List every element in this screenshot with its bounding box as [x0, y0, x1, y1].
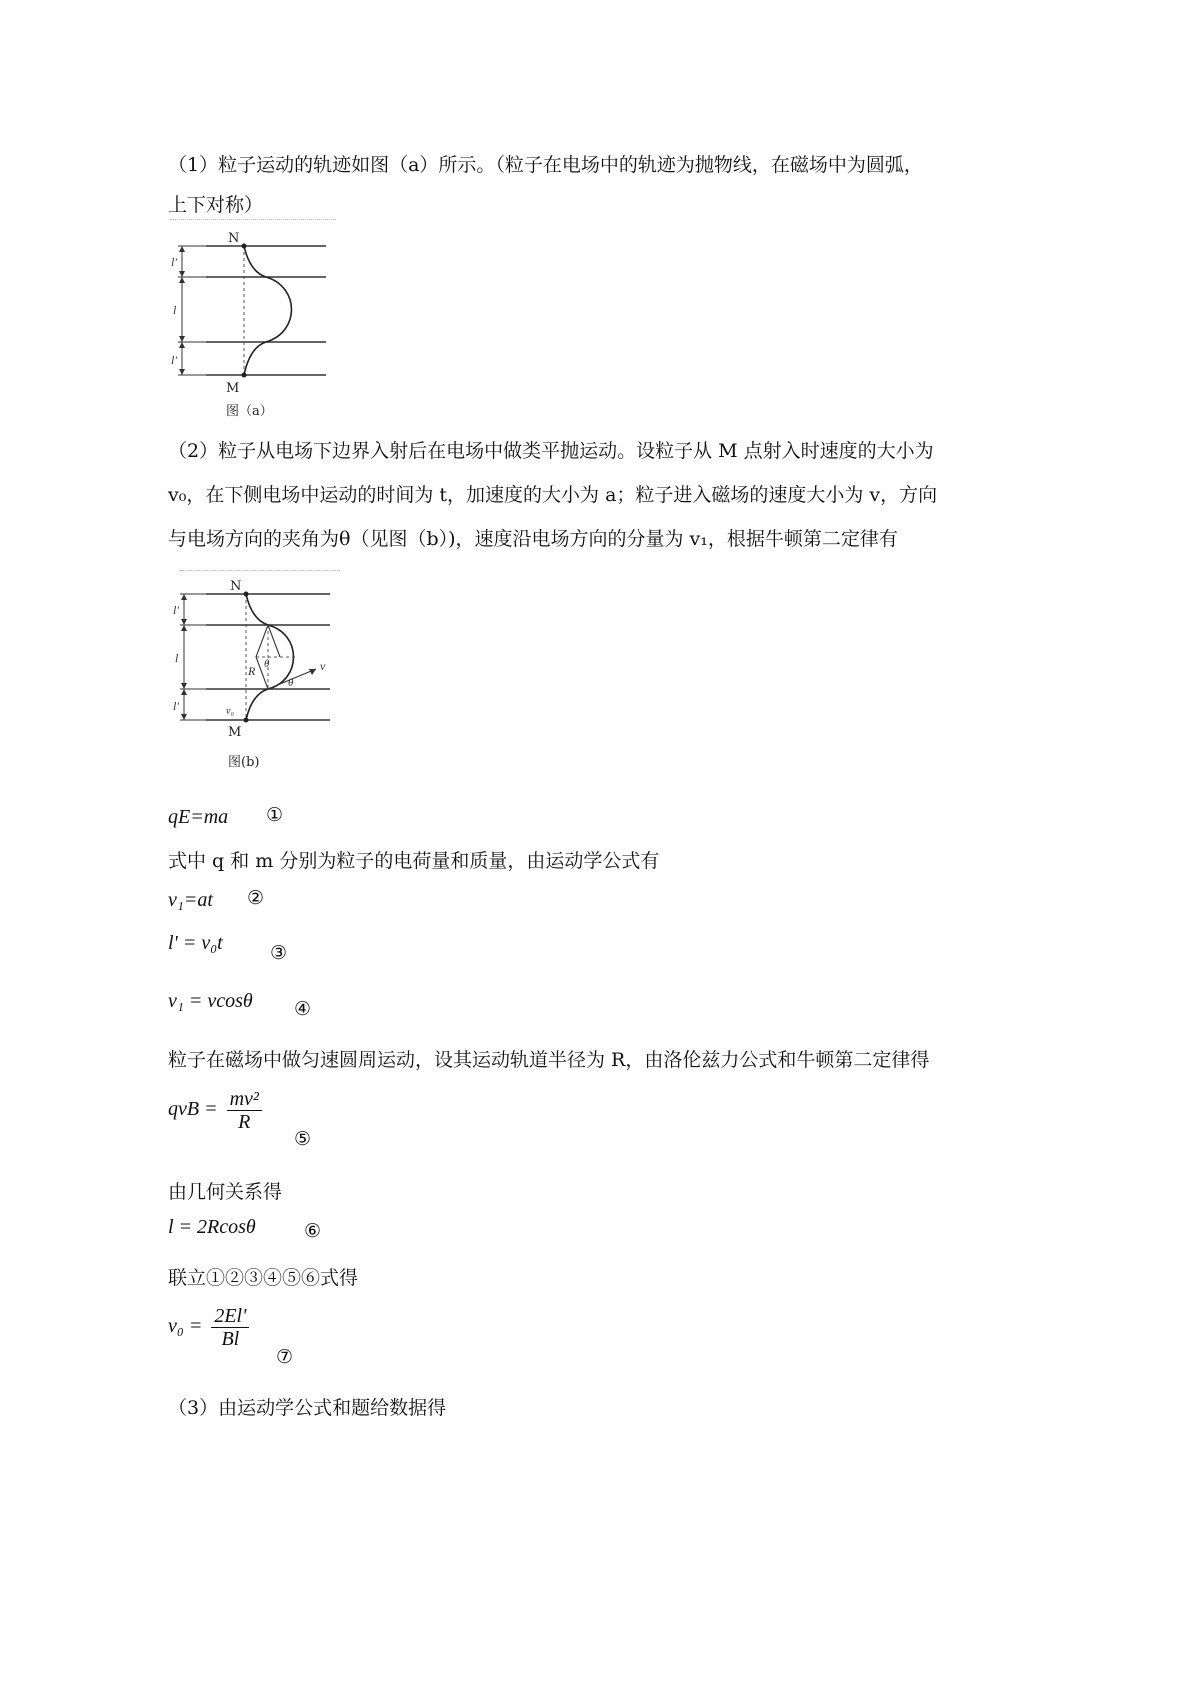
p7-text: （3）由运动学公式和题给数据得 [168, 1397, 447, 1419]
p2-line3: 与电场方向的夹角为θ（见图（b）)，速度沿电场方向的分量为 v₁，根据牛顿第二定律有 [168, 528, 898, 550]
p5-text: 由几何关系得 [168, 1181, 283, 1203]
p1-line1: （1）粒子运动的轨迹如图（a）所示。（粒子在电场中的轨迹为抛物线，在磁场中为圆弧， [168, 154, 923, 176]
fig-b-label-v0: v₀ [226, 706, 234, 717]
eq1-marker: ① [266, 804, 284, 826]
eq5-denominator: R [238, 1111, 251, 1133]
fig-b-label-r: R [248, 664, 256, 678]
fig-a-label-n: N [228, 231, 240, 246]
fig-b-label-l: l [175, 651, 179, 665]
eq2-marker: ② [247, 887, 265, 909]
fig-b-label-v: v [320, 659, 326, 673]
fig-a-label-lp-bottom: l' [171, 353, 177, 367]
eq7 [168, 1305, 249, 1350]
eq7-lhs: v₀ = [168, 1315, 203, 1338]
p4-text: 粒子在磁场中做匀速圆周运动，设其运动轨道半径为 R，由洛伦兹力公式和牛顿第二定律得 [168, 1049, 930, 1071]
eq7-numerator: 2El' [211, 1305, 249, 1328]
p6-text: 联立①②③④⑤⑥式得 [168, 1267, 359, 1289]
eq2: v₁=at [168, 889, 213, 911]
fig-b-label-lp-top: l' [173, 603, 179, 617]
fig-a-caption: 图（a） [226, 404, 273, 419]
eq6-marker: ⑥ [304, 1220, 322, 1242]
eq3-marker: ③ [270, 942, 288, 964]
p3-text: 式中 q 和 m 分别为粒子的电荷量和质量，由运动学公式有 [168, 850, 660, 872]
fig-b-label-n: N [230, 579, 242, 594]
fig-b-label-theta-1: θ [264, 658, 270, 670]
figure-a [168, 222, 338, 422]
fig-b-label-theta-2: θ [288, 677, 294, 689]
fig-a-label-m: M [226, 381, 240, 396]
fig-b-label-lp-bottom: l' [173, 699, 179, 713]
fig-b-label-m: M [228, 725, 242, 740]
eq4-marker: ④ [294, 998, 312, 1020]
eq5-marker: ⑤ [294, 1128, 312, 1150]
eq5 [168, 1088, 262, 1133]
eq5-numerator: mv² [227, 1088, 262, 1111]
fig-a-label-l: l [173, 303, 177, 317]
p2-line1: （2）粒子从电场下边界入射后在电场中做类平抛运动。设粒子从 M 点射入时速度的大小为 [168, 440, 934, 462]
eq1: qE=ma [168, 806, 229, 828]
eq3: l' = v₀t [168, 932, 223, 954]
p1-line2: 上下对称） [168, 194, 264, 216]
p2-line2: v₀，在下侧电场中运动的时间为 t，加速度的大小为 a；粒子进入磁场的速度大小为 v，方向 [168, 484, 938, 506]
eq7-denominator: Bl [221, 1328, 240, 1350]
eq4: v₁ = vcosθ [168, 990, 253, 1012]
eq5-lhs: qvB = [168, 1098, 218, 1121]
eq7-marker: ⑦ [276, 1346, 294, 1368]
eq6: l = 2Rcosθ [168, 1216, 256, 1238]
fig-b-caption: 图(b) [228, 755, 260, 770]
figure-b [168, 574, 348, 774]
fig-a-label-lp-top: l' [171, 255, 177, 269]
